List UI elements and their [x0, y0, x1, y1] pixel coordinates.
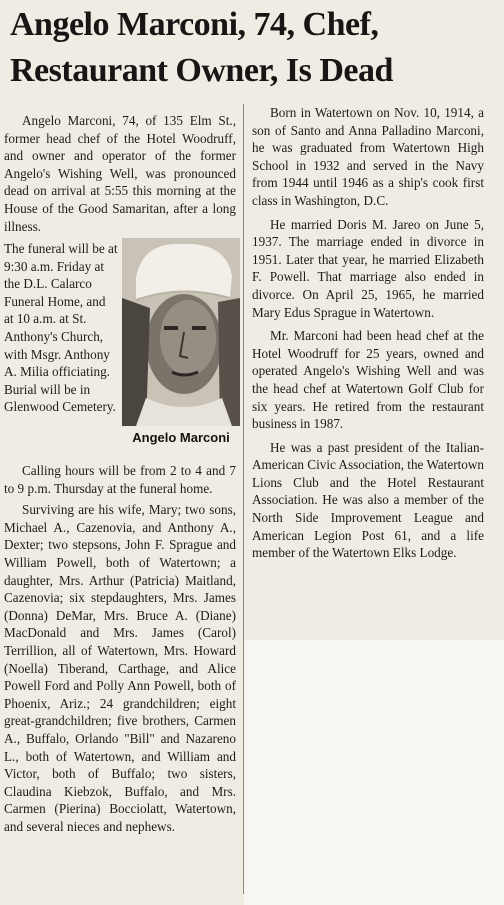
- headline: [10, 2, 480, 94]
- portrait-image: [122, 238, 240, 426]
- left-column-lower: [4, 462, 236, 835]
- funeral-text: The funeral will be at 9:30 a.m. Friday at the D.L. Calarco Funeral Home, and at 10 a.m. at St. Anthony's Church, with Msgr. Anthony A. Milia officiating. Burial will be in Glenwood Cemetery.: [4, 241, 118, 415]
- headline-line-1: Angelo Marconi, 74, Chef,: [10, 6, 379, 43]
- right-paragraph-3: Mr. Marconi had been head chef at the Hotel Woodruff for 25 years, owned and operated Angelo's Wishing Well and was the head chef at Watertown Golf Club for six years. He retired from the restaurant business in 1987.: [252, 328, 484, 432]
- right-paragraph-2: He married Doris M. Jareo on June 5, 1937. The marriage ended in divorce in 1951. Later that year, he married Elizabeth F. Powell. That marriage also ended in divorce. On April 25, 1965, he married Mary Edus Sprague in Watertown.: [252, 216, 484, 320]
- left-paragraph-3: Calling hours will be from 2 to 4 and 7 to 9 p.m. Thursday at the funeral home.: [4, 463, 236, 496]
- right-paragraph-4: He was a past president of the Italian-American Civic Association, the Watertown Lions Club and the Hotel Restaurant Association. He was also a member of the North Side Improvement League and American Legion Post 61, and a life member of the Watertown Elks Lodge.: [252, 439, 484, 561]
- left-paragraph-1: Angelo Marconi, 74, of 135 Elm St., former head chef of the Hotel Woodruff, and owner and operator of the former Angelo's Wishing Well, was pronounced dead on arrival at 5:55 this morning at the House of the Good Samaritan, after a long illness.: [4, 113, 236, 234]
- portrait-photo: [122, 238, 240, 426]
- right-paragraph-1: Born in Watertown on Nov. 10, 1914, a son of Santo and Anna Palladino Marconi, he was graduated from Watertown High School in 1932 and served in the Navy from 1944 until 1946 as a ship's cook first class in Washington, D.C.: [252, 105, 484, 208]
- headline-line-2: Restaurant Owner, Is Dead: [10, 52, 393, 89]
- portrait-figure: [122, 238, 240, 448]
- right-column: [252, 104, 484, 562]
- funeral-paragraph: [4, 240, 118, 416]
- portrait-caption: Angelo Marconi: [132, 430, 230, 445]
- left-column: [4, 112, 236, 235]
- blank-paper-area: [244, 640, 504, 905]
- left-paragraph-4: Surviving are his wife, Mary; two sons, Michael A., Cazenovia, and Anthony A., Dexter; two stepsons, John F. Sprague and William Powell, both of Watertown; a daughter, Mrs. Arthur (Patricia) Maitland, Cazenovia; six stepdaughters, Mrs. James (Donna) DeMar, Mrs. Bruce A. (Diane) MacDonald and Mrs. James (Carol) Terrillion, all of Watertown, Mrs. Howard (Noella) Tiberand, Carthage, and Alice Powell Ford and Polly Ann Powell, both of Phoenix, Ariz.; 24 grandchildren; eight great-grandchildren; five brothers, Carmen A., Buffalo, Orlando "Bill" and Nazareno L., both of Watertown, and William and Victor, both of Buffalo; two sisters, Claudina Kiebzok, Buffalo, and Mrs. Carmen (Pierina) Bocciolatt, Watertown, and several nieces and nephews.: [4, 502, 236, 834]
